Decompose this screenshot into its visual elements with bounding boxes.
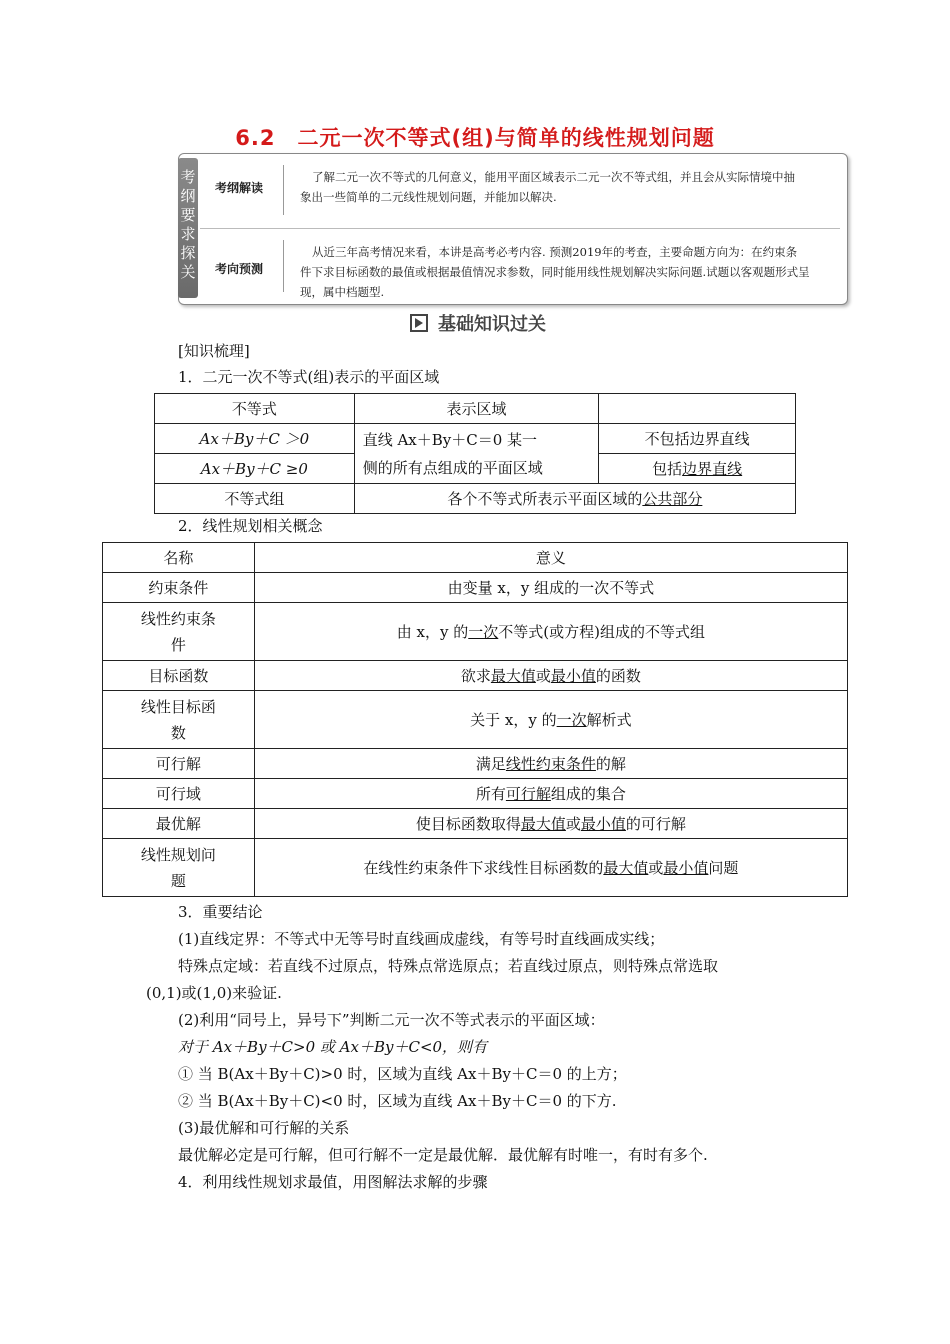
paragraph: (2)利用“同号上，异号下”判断二元一次不等式表示的平面区域： (178, 1011, 605, 1029)
meaning-text-underlined: 一次 (468, 623, 499, 641)
concept-meaning (254, 603, 847, 661)
table-header: 意义 (254, 543, 847, 573)
requirements-side-tab (178, 158, 198, 298)
concept-meaning (254, 749, 847, 779)
meaning-text: 或 (648, 859, 664, 877)
meaning-text: 解析式 (586, 711, 632, 729)
table-row (103, 809, 848, 839)
region-table (154, 393, 796, 514)
meaning-text-underlined: 最小值 (580, 815, 626, 833)
req-line: 从近三年高考情况来看，本讲是高考必考内容. 预测2019年的考查，主要命题方向为：在约束条 (312, 245, 798, 259)
concept-name-line: 线性规划问 (140, 845, 216, 864)
concept-name-line: 目标函数 (148, 666, 209, 685)
meaning-text-underlined: 最小值 (550, 667, 596, 685)
concept-meaning (254, 809, 847, 839)
cell-text-underlined: 公共部分 (642, 490, 703, 508)
concept-name (103, 603, 255, 661)
page-title: 6.2 二元一次不等式(组)与简单的线性规划问题 (235, 126, 715, 150)
concept-name (103, 839, 255, 897)
meaning-text: 不等式(或方程)组成的不等式组 (498, 623, 705, 641)
meaning-text-underlined: 最小值 (663, 859, 709, 877)
table-header: 不等式 (155, 394, 355, 424)
section4-heading: 4．利用线性规划求最值，用图解法求解的步骤 (178, 1173, 488, 1191)
concept-name-line: 线性约束条 (140, 609, 216, 628)
concept-name (103, 661, 255, 691)
concept-name (103, 809, 255, 839)
section1-heading: 1．二元一次不等式(组)表示的平面区域 (178, 368, 440, 386)
concept-name-line: 线性目标函 (140, 697, 216, 716)
side-char: 考 (180, 168, 196, 186)
meaning-text-underlined: 一次 (556, 711, 587, 729)
meaning-text: 组成的集合 (550, 785, 626, 803)
divider (200, 228, 840, 229)
banner-text: 基础知识过关 (438, 314, 546, 335)
paragraph: (1)直线定界：不等式中无等号时直线画成虚线，有等号时直线画成实线； (178, 930, 665, 948)
section-banner (410, 311, 546, 335)
concept-name (103, 573, 255, 603)
table-cell (354, 484, 795, 514)
table-row (103, 749, 848, 779)
paragraph: ② 当 B(Ax＋By＋C)<0 时，区域为直线 Ax＋By＋C＝0 的下方. (178, 1092, 617, 1110)
table-header: 名称 (103, 543, 255, 573)
table-cell: 不等式组 (155, 484, 355, 514)
meaning-text-underlined: 可行解 (505, 785, 551, 803)
play-icon (410, 314, 428, 332)
table-row (103, 779, 848, 809)
req-text-forecast (300, 242, 810, 302)
concept-name-line: 题 (170, 871, 186, 890)
concept-table (102, 542, 848, 897)
concept-name (103, 779, 255, 809)
meaning-text: 在线性约束条件下求线性目标函数的 (363, 859, 604, 877)
concept-name-line: 可行域 (155, 784, 201, 803)
req-line: 现，属中档题型. (300, 285, 385, 299)
paragraph: (0,1)或(1,0)来验证. (146, 984, 282, 1002)
side-char: 要 (180, 206, 196, 224)
side-char: 关 (180, 263, 196, 281)
paragraph: 对于 Ax＋By＋C>0 或 Ax＋By＋C<0，则有 (178, 1038, 488, 1056)
req-label-forecast: 考向预测 (215, 262, 264, 276)
table-row (103, 603, 848, 661)
meaning-text: 满足 (475, 755, 506, 773)
req-label-outline: 考纲解读 (215, 181, 264, 195)
meaning-text: 的解 (595, 755, 626, 773)
concept-name (103, 749, 255, 779)
table-row (103, 839, 848, 897)
region-line: 直线 Ax＋By＋C＝0 某一 (362, 430, 538, 449)
table-cell: 不包括边界直线 (599, 424, 796, 454)
region-line: 侧的所有点组成的平面区域 (362, 458, 543, 477)
knowledge-header: [知识梳理] (178, 342, 250, 360)
divider (283, 240, 284, 292)
table-cell: Ax＋By＋C ≥0 (155, 454, 355, 484)
meaning-text: 所有 (475, 785, 506, 803)
concept-meaning (254, 573, 847, 603)
meaning-text: 的函数 (595, 667, 641, 685)
meaning-text: 或 (565, 815, 581, 833)
section2-heading: 2．线性规划相关概念 (178, 517, 323, 535)
paragraph: 最优解必定是可行解，但可行解不一定是最优解．最优解有时唯一，有时有多个. (178, 1146, 708, 1164)
paragraph: 特殊点定域：若直线不过原点，特殊点常选原点；若直线过原点，则特殊点常选取 (178, 957, 719, 975)
concept-name-line: 最优解 (155, 814, 201, 833)
meaning-text: 使目标函数取得 (415, 815, 521, 833)
concept-name-line: 约束条件 (148, 578, 209, 597)
req-line: 象出一些简单的二元线性规划问题，并能加以解决. (300, 190, 557, 204)
table-row (103, 661, 848, 691)
paragraph: (3)最优解和可行解的关系 (178, 1119, 350, 1137)
section3-heading: 3．重要结论 (178, 903, 263, 921)
side-char: 探 (180, 244, 196, 262)
meaning-text: 由变量 x，y 组成的一次不等式 (447, 579, 655, 597)
meaning-text-underlined: 线性约束条件 (505, 755, 596, 773)
meaning-text: 欲求 (460, 667, 491, 685)
concept-name-line: 可行解 (155, 754, 201, 773)
table-cell (599, 454, 796, 484)
side-char: 纲 (180, 187, 196, 205)
cell-text: 各个不等式所表示平面区域的 (447, 490, 643, 508)
cell-text-underlined: 边界直线 (682, 460, 743, 478)
meaning-text-underlined: 最大值 (490, 667, 536, 685)
cell-text: 包括 (652, 460, 683, 478)
table-row (103, 573, 848, 603)
meaning-text-underlined: 最大值 (603, 859, 649, 877)
concept-name (103, 691, 255, 749)
table-header (599, 394, 796, 424)
meaning-text-underlined: 最大值 (520, 815, 566, 833)
meaning-text: 的可行解 (625, 815, 686, 833)
req-line: 件下求目标函数的最值或根据最值情况求参数，同时能用线性规划解决实际问题.试题以客观题形式呈 (300, 265, 810, 279)
req-text-outline (300, 167, 795, 207)
paragraph: ① 当 B(Ax＋By＋C)>0 时，区域为直线 Ax＋By＋C＝0 的上方； (178, 1065, 627, 1083)
table-cell (354, 424, 599, 484)
meaning-text: 由 x，y 的 (396, 623, 469, 641)
concept-meaning (254, 839, 847, 897)
meaning-text: 或 (535, 667, 551, 685)
concept-name-line: 件 (170, 635, 186, 654)
concept-meaning (254, 661, 847, 691)
meaning-text: 问题 (708, 859, 739, 877)
concept-name-line: 数 (170, 723, 186, 742)
req-line: 了解二元一次不等式的几何意义，能用平面区域表示二元一次不等式组，并且会从实际情境中抽 (312, 170, 795, 184)
side-char: 求 (180, 225, 196, 243)
concept-meaning (254, 779, 847, 809)
concept-meaning (254, 691, 847, 749)
table-header: 表示区域 (354, 394, 599, 424)
meaning-text: 关于 x，y 的 (470, 711, 557, 729)
table-cell: Ax＋By＋C ＞0 (155, 424, 355, 454)
table-row (103, 691, 848, 749)
divider (283, 165, 284, 215)
